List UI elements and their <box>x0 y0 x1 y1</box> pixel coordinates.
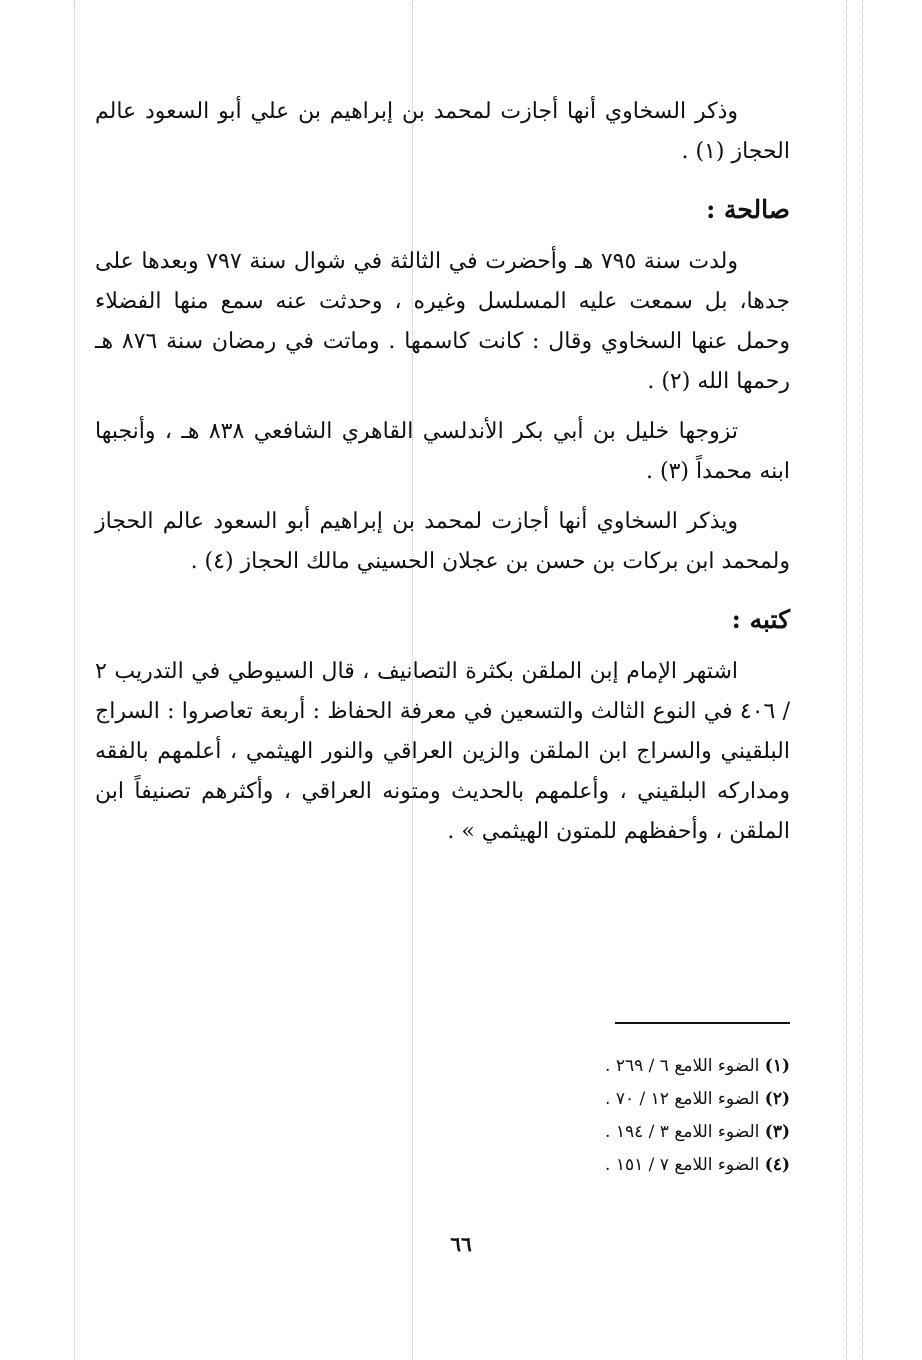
scan-artifact-line <box>846 0 847 1360</box>
footnote-number: (١) <box>764 1056 790 1076</box>
footnote-text: الضوء اللامع ٧ / ١٥١ . <box>605 1155 760 1175</box>
footnote-item <box>95 1149 790 1182</box>
footnote-item <box>95 1116 790 1149</box>
footnote-text: الضوء اللامع ٦ / ٢٦٩ . <box>605 1056 760 1076</box>
scan-artifact-line <box>862 0 863 1360</box>
heading-books: كتبه : <box>731 605 790 634</box>
page-number: ٦٦ <box>450 1232 472 1256</box>
footnote-divider <box>615 1022 790 1024</box>
footnote-item <box>95 1050 790 1083</box>
paragraph-saliha-marriage: تزوجها خليل بن أبي بكر الأندلسي القاهري الشافعي ٨٣٨ هـ ، وأنجبها ابنه محمداً (٣) . <box>95 419 790 484</box>
scan-artifact-line <box>74 0 75 1360</box>
footnote-number: (٣) <box>764 1122 790 1142</box>
page-body <box>95 92 790 862</box>
footnote-item <box>95 1083 790 1116</box>
heading-saliha: صالحة : <box>706 195 790 224</box>
paragraph-saliha-ijaza: ويذكر السخاوي أنها أجازت لمحمد بن إبراهيم أبو السعود عالم الحجاز ولمحمد ابن بركات بن حسن بن عجلان الحسيني مالك الحجاز (٤) . <box>95 509 790 574</box>
footnote-text: الضوء اللامع ١٢ / ٧٠ . <box>605 1089 760 1109</box>
paragraph-saliha-birth: ولدت سنة ٧٩٥ هـ وأحضرت في الثالثة في شوال سنة ٧٩٧ وبعدها على جدها، بل سمعت عليه المسلسل وغيره ، وحدثت عنه سمع منها الفضلاء وحمل عنها السخاوي وقال : كانت كاسمها . وماتت في رمضان سنة ٨٧٦ هـ رحمها الله (٢) . <box>95 249 790 394</box>
paragraph-books: اشتهر الإمام إبن الملقن بكثرة التصانيف ، قال السيوطي في التدريب ٢ / ٤٠٦ في النوع الثالث والتسعين في معرفة الحفاظ : أربعة تعاصروا : السراج البلقيني والسراج ابن الملقن والزين العراقي والنور الهيثمي ، أعلمهم بالفقه ومداركه البلقيني ، وأعلمهم بالحديث ومتونه العراقي ، وأكثرهم تصنيفاً ابن الملقن ، وأحفظهم للمتون الهيثمي » . <box>95 659 791 844</box>
paragraph-intro: وذكر السخاوي أنها أجازت لمحمد بن إبراهيم بن علي أبو السعود عالم الحجاز (١) . <box>95 99 790 164</box>
footnote-text: الضوء اللامع ٣ / ١٩٤ . <box>605 1122 760 1142</box>
footnote-number: (٤) <box>764 1155 790 1175</box>
footnote-number: (٢) <box>764 1089 790 1109</box>
footnotes <box>95 1050 790 1182</box>
